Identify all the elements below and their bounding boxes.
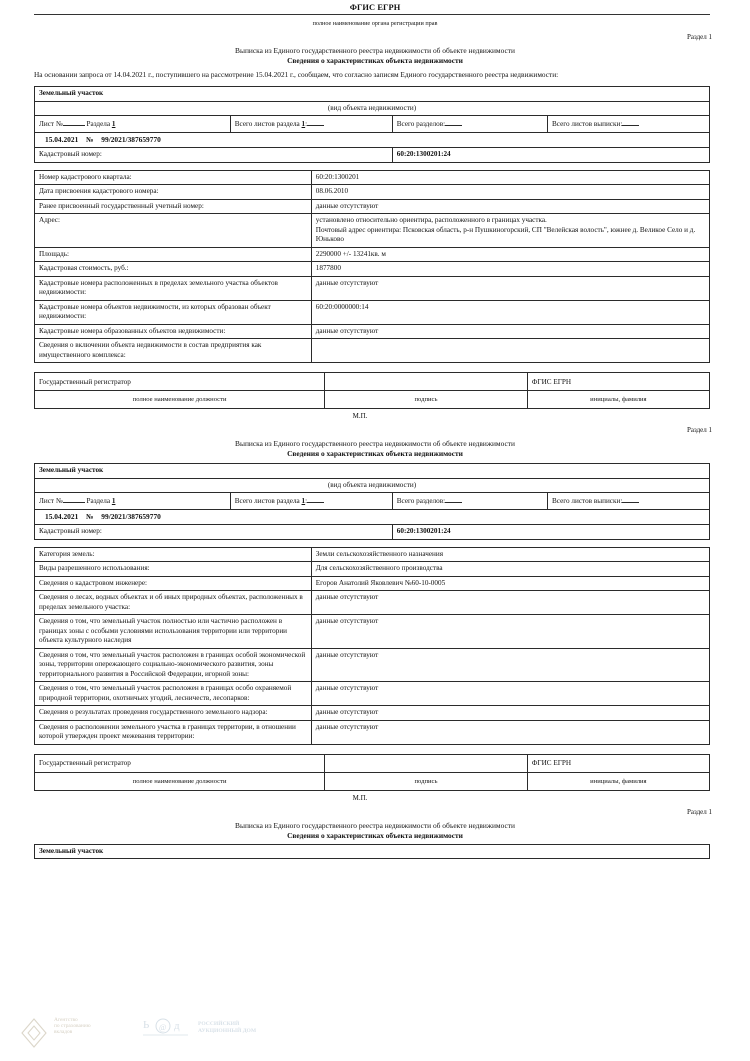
sheet-number-cell-1: [35, 116, 231, 133]
prop1-value-6: данные отсутствуют: [311, 276, 709, 300]
prop1-value-9: [311, 339, 709, 363]
total-sheets-vypiski-blank[interactable]: [622, 495, 639, 503]
table-row: [35, 300, 710, 324]
prop2-value-2: Егоров Анатолий Яковлевич №60-10-0005: [311, 576, 709, 591]
prop2-value-0: Земли сельскохозяйственного назначения: [311, 547, 709, 562]
table-row: [35, 148, 710, 163]
table-row: [35, 185, 710, 200]
table-row: [35, 464, 710, 479]
total-razdelov-cell-1: [392, 116, 547, 133]
sheet-razdel-label: Раздела: [86, 497, 111, 506]
prop1-label-2: Ранее присвоенный государственный учетный номер:: [35, 199, 312, 214]
page-title: ФГИС ЕГРН: [349, 3, 401, 12]
doc-date-number-cell-1: [35, 132, 710, 148]
property-details-body-2: [35, 547, 710, 744]
asv-logo-icon: [18, 1011, 138, 1055]
org-caption: полное наименование органа регистрации прав: [312, 20, 438, 27]
object-type-3: Земельный участок: [35, 844, 710, 859]
prop2-label-6: Сведения о том, что земельный участок расположен в границах особо охраняемой природной территории, охотничьих угодий, лесничеств, лесопарков:: [35, 682, 312, 706]
table-row: [35, 101, 710, 116]
registrar-caption-initials-2: инициалы, фамилия: [527, 772, 709, 790]
registrar-title-2: Государственный регистратор: [35, 754, 325, 772]
section-label-3: Раздел 1: [686, 807, 712, 816]
table-row: [35, 844, 710, 859]
registrar-title-1: Государственный регистратор: [35, 373, 325, 391]
doc-date-1: 15.04.2021: [45, 134, 79, 144]
svedeniya-line-2: Сведения о характеристиках объекта недвижимости: [287, 449, 463, 459]
sheet-no-blank[interactable]: [63, 118, 85, 126]
table-row: [35, 339, 710, 363]
object-header-table-2: [34, 463, 710, 540]
kadnum-label-1: Кадастровый номер:: [35, 148, 393, 163]
total-sheets-razdel-cell-2: Всего листов раздела 1:: [230, 493, 392, 510]
svedeniya-line-3: Сведения о характеристиках объекта недвижимости: [287, 830, 463, 840]
asv-line-2: по страхованию: [54, 1023, 91, 1030]
total-sheets-vypiski-label: Всего листов выписки:: [552, 497, 623, 506]
registrar-signature-1: [325, 373, 528, 391]
prop2-label-5: Сведения о том, что земельный участок расположен в границах особой экономической зоны, территории опережающего социально-экономического развития, зоны территориального развития в Российской Федерации, игорной зоны:: [35, 648, 312, 682]
prop2-value-4: данные отсутствуют: [311, 615, 709, 649]
registrar-caption-signature-1: подпись: [325, 391, 528, 409]
total-sheets-vypiski-cell-2: [548, 493, 710, 510]
svedeniya-line-1: Сведения о характеристиках объекта недвижимости: [287, 56, 463, 65]
table-row: [35, 199, 710, 214]
table-row: [35, 170, 710, 185]
svg-text:Ь: Ь: [143, 1019, 150, 1031]
total-sheets-vypiski-label: Всего листов выписки:: [552, 120, 623, 129]
doc-date-number-cell-2: [35, 509, 710, 525]
prop1-label-9: Сведения о включении объекта недвижимости в состав предприятия как имущественного комплекса:: [35, 339, 312, 363]
table-row: [35, 706, 710, 721]
table-row: [35, 509, 710, 525]
prop2-label-1: Виды разрешенного использования:: [35, 562, 312, 577]
svg-text:д: д: [174, 1020, 180, 1032]
table-row: [35, 547, 710, 562]
sheet-razdel-value: 1: [111, 497, 116, 506]
total-sheets-razdel-cell-1: Всего листов раздела 1:: [230, 116, 392, 133]
stamp-mark-2: М.П.: [352, 793, 368, 802]
sheet-no-blank[interactable]: [63, 495, 85, 503]
prop1-value-2: данные отсутствуют: [311, 199, 709, 214]
prop2-value-8: данные отсутствуют: [311, 720, 709, 744]
table-row: [35, 576, 710, 591]
prop2-value-1: Для сельскохозяйственного производства: [311, 562, 709, 577]
intro-paragraph: На основании запроса от 14.04.2021 г., поступившего на рассмотрение 15.04.2021 г., сообщаем, что согласно записям Единого государственного реестра недвижимости:: [34, 70, 559, 79]
vypiska-line-1: Выписка из Единого государственного реестра недвижимости об объекте недвижимости: [235, 46, 515, 55]
asv-line-1: Агентство: [54, 1017, 78, 1023]
sheet-razdel-label: Раздела: [86, 120, 111, 129]
total-sheets-vypiski-cell-1: [548, 116, 710, 133]
table-row: [35, 132, 710, 148]
doc-number-2: 99/2021/387659770: [101, 511, 161, 521]
registrar-table-2: [34, 754, 710, 791]
prop1-label-6: Кадастровые номера расположенных в пределах земельного участка объектов недвижимости:: [35, 276, 312, 300]
registrar-caption-initials-1: инициалы, фамилия: [527, 391, 709, 409]
prop1-label-0: Номер кадастрового квартала:: [35, 170, 312, 185]
watermark-group: [18, 1007, 348, 1059]
doc-date-2: 15.04.2021: [45, 511, 79, 521]
table-row: [35, 754, 710, 772]
kadnum-label-2: Кадастровый номер:: [35, 525, 393, 540]
registrar-table-1: [34, 372, 710, 409]
prop1-label-5: Кадастровая стоимость, руб.:: [35, 262, 312, 277]
object-header-table-1: [34, 86, 710, 163]
registrar-caption-position-1: полное наименование должности: [35, 391, 325, 409]
prop1-label-1: Дата присвоения кадастрового номера:: [35, 185, 312, 200]
table-row: [35, 648, 710, 682]
registrar-name-2: ФГИС ЕГРН: [527, 754, 709, 772]
prop2-label-0: Категория земель:: [35, 547, 312, 562]
total-razdelov-blank[interactable]: [445, 495, 462, 503]
total-razdelov-blank[interactable]: [445, 118, 462, 126]
doc-number-sign-2: №: [86, 511, 94, 521]
prop1-label-3: Адрес:: [35, 214, 312, 248]
table-row: [35, 247, 710, 262]
prop1-value-8: данные отсутствуют: [311, 324, 709, 339]
total-sheets-razdel-label: Всего листов раздела: [234, 497, 300, 506]
section-label-1: Раздел 1: [686, 33, 712, 41]
object-header-table-3: [34, 844, 710, 860]
vypiska-line-3: Выписка из Единого государственного реестра недвижимости об объекте недвижимости: [235, 820, 515, 830]
doc-number-1: 99/2021/387659770: [101, 134, 161, 144]
prop2-value-5: данные отсутствуют: [311, 648, 709, 682]
prop2-label-2: Сведения о кадастровом инженере:: [35, 576, 312, 591]
prop1-value-7: 60:20:0000000:14: [311, 300, 709, 324]
sheet-no-label: Лист №: [39, 120, 63, 129]
table-row: [35, 493, 710, 510]
table-row: [35, 615, 710, 649]
prop1-label-8: Кадастровые номера образованных объектов недвижимости:: [35, 324, 312, 339]
prop2-label-3: Сведения о лесах, водных объектах и об иных природных объектах, расположенных в пределах земельного участка:: [35, 591, 312, 615]
object-type-1: Земельный участок: [35, 87, 710, 102]
total-sheets-razdel-label: Всего листов раздела: [234, 120, 300, 129]
prop1-value-0: 60:20:1300201: [311, 170, 709, 185]
total-razdelov-label: Всего разделов:: [396, 120, 446, 129]
prop1-label-4: Площадь:: [35, 247, 312, 262]
doc-number-sign-1: №: [86, 134, 94, 144]
prop2-label-4: Сведения о том, что земельный участок полностью или частично расположен в границах зоны с особыми условиями использования территории или территории объекта культурного наследия: [35, 615, 312, 649]
rad-logo-icon: [142, 1015, 256, 1041]
prop1-value-3: установлено относительно ориентира, расположенного в границах участка. Почтовый адрес ориентира: Псковская область, р-н Пушкиногорский, СП "Велейская волость", южнее д. Великое Село и д. Юньково: [311, 214, 709, 248]
total-sheets-razdel-value: 1: [301, 120, 306, 129]
total-razdelov-cell-2: [392, 493, 547, 510]
object-type-caption-1: (вид объекта недвижимости): [35, 101, 710, 116]
prop1-value-5: 1877800: [311, 262, 709, 277]
table-row: [35, 591, 710, 615]
registrar-name-1: ФГИС ЕГРН: [527, 373, 709, 391]
registrar-caption-position-2: полное наименование должности: [35, 772, 325, 790]
object-type-caption-2: (вид объекта недвижимости): [35, 478, 710, 493]
prop2-value-6: данные отсутствуют: [311, 682, 709, 706]
stamp-mark-1: М.П.: [352, 412, 368, 421]
total-razdelov-label: Всего разделов:: [396, 497, 446, 506]
total-sheets-razdel-blank[interactable]: [307, 118, 324, 126]
prop2-value-3: данные отсутствуют: [311, 591, 709, 615]
rad-watermark-text: [198, 1021, 256, 1034]
prop1-label-7: Кадастровые номера объектов недвижимости, из которых образован объект недвижимости:: [35, 300, 312, 324]
table-row: [35, 262, 710, 277]
rad-line-2: АУКЦИОННЫЙ ДОМ: [198, 1028, 257, 1034]
sheet-number-cell-2: [35, 493, 231, 510]
table-row: [35, 720, 710, 744]
section-label-2: Раздел 1: [686, 426, 712, 435]
table-row: [35, 324, 710, 339]
registrar-caption-signature-2: подпись: [325, 772, 528, 790]
table-row: [35, 87, 710, 102]
object-type-2: Земельный участок: [35, 464, 710, 479]
property-details-table-2: [34, 547, 710, 745]
table-row: [35, 478, 710, 493]
kadnum-value-1: 60:20:1300201:24: [392, 148, 709, 163]
table-row: [35, 214, 710, 248]
sheet-razdel-value: 1: [111, 120, 116, 129]
asv-line-3: вкладов: [54, 1029, 73, 1036]
table-row: [35, 276, 710, 300]
kadnum-value-2: 60:20:1300201:24: [392, 525, 709, 540]
total-sheets-razdel-blank[interactable]: [307, 495, 324, 503]
prop2-value-7: данные отсутствуют: [311, 706, 709, 721]
total-sheets-vypiski-blank[interactable]: [622, 118, 639, 126]
table-row: [35, 682, 710, 706]
table-row: [35, 772, 710, 790]
total-sheets-razdel-value: 1: [301, 497, 306, 506]
table-row: [35, 373, 710, 391]
table-row: [35, 391, 710, 409]
vypiska-line-2: Выписка из Единого государственного реестра недвижимости об объекте недвижимости: [235, 439, 515, 449]
prop1-value-1: 08.06.2010: [311, 185, 709, 200]
property-details-table-1: [34, 170, 710, 364]
table-row: [35, 525, 710, 540]
table-row: [35, 562, 710, 577]
prop2-label-8: Сведения о расположении земельного участка в границах территории, в отношении которой утвержден проект межевания территории:: [35, 720, 312, 744]
sheet-no-label: Лист №: [39, 497, 63, 506]
svg-text:@: @: [159, 1023, 167, 1032]
property-details-body-1: [35, 170, 710, 363]
prop1-value-4: 2290000 +/- 13241кв. м: [311, 247, 709, 262]
prop2-label-7: Сведения о результатах проведения государственного земельного надзора:: [35, 706, 312, 721]
asv-watermark-text: [54, 1017, 134, 1036]
table-row: [35, 116, 710, 133]
registrar-signature-2: [325, 754, 528, 772]
rad-line-1: РОССИЙСКИЙ: [198, 1021, 240, 1028]
